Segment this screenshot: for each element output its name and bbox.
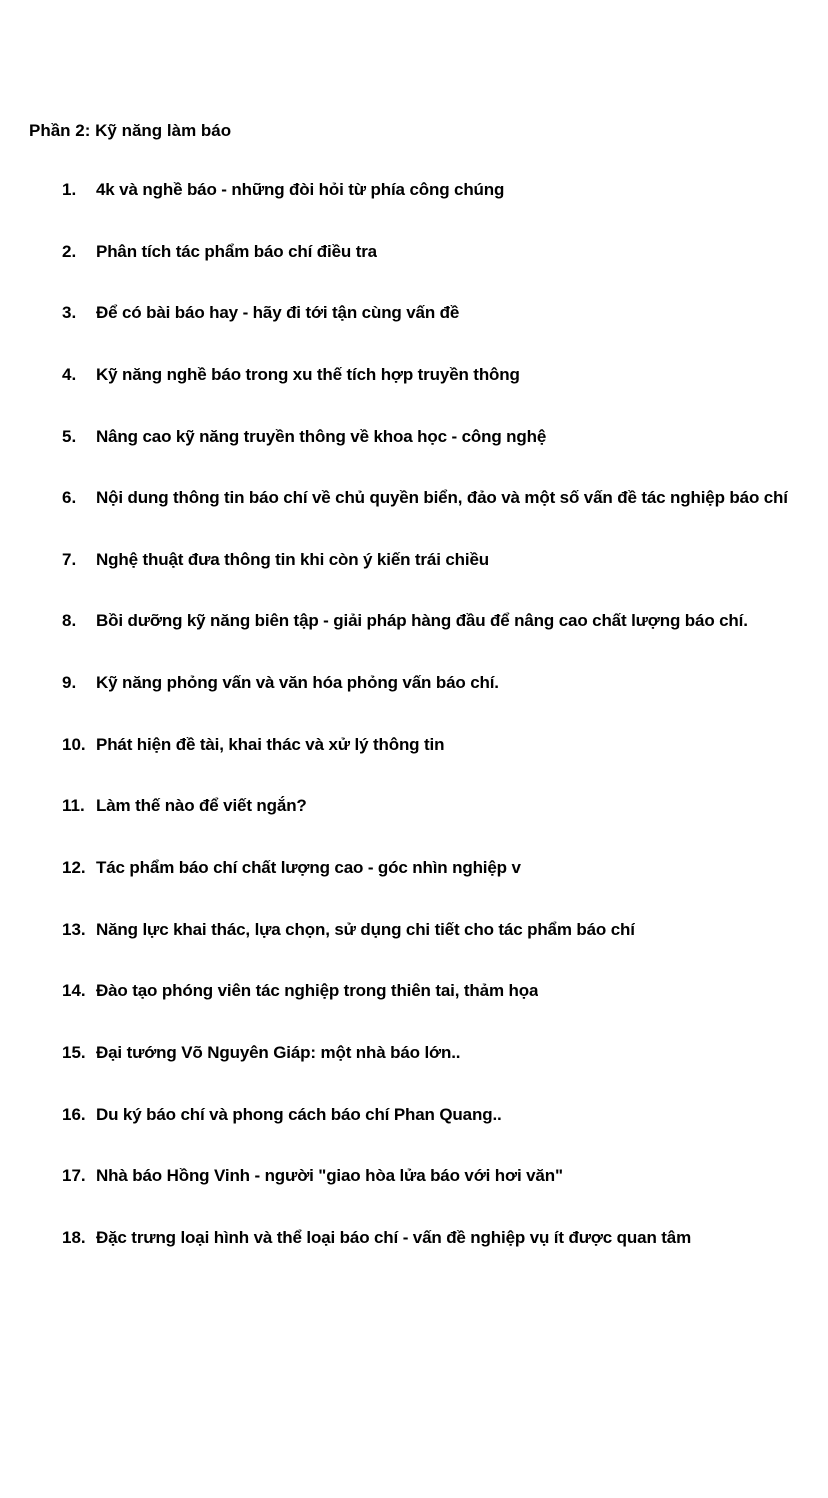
item-title: 4k và nghề báo - những đòi hỏi từ phía công chúng: [96, 180, 505, 199]
item-title: Đặc trưng loại hình và thể loại báo chí - vấn đề nghiệp vụ ít được quan tâm: [96, 1227, 692, 1247]
item-title: Làm thế nào để viết ngắn?: [96, 796, 307, 816]
item-title: Nghệ thuật đưa thông tin khi còn ý kiến trái chiều: [96, 549, 490, 569]
section-title: Phần 2: Kỹ năng làm báo: [29, 121, 232, 140]
item-title: Đào tạo phóng viên tác nghiệp trong thiên tai, thảm họa: [96, 981, 539, 1001]
item-number: 17.: [62, 1166, 86, 1186]
item-number: 7.: [62, 549, 77, 569]
item-title: Đại tướng Võ Nguyên Giáp: một nhà báo lớn..: [96, 1042, 461, 1062]
item-title: Nhà báo Hồng Vinh - người "giao hòa lửa báo với hơi văn": [96, 1166, 563, 1186]
item-number: 14.: [62, 981, 86, 1001]
item-title: Kỹ năng nghề báo trong xu thế tích hợp truyền thông: [96, 364, 520, 384]
item-title: Phân tích tác phẩm báo chí điều tra: [96, 241, 377, 261]
item-number: 1.: [62, 180, 77, 199]
item-title: Nâng cao kỹ năng truyền thông về khoa học - công nghệ: [96, 426, 547, 446]
item-number: 5.: [62, 426, 77, 446]
item-title: Năng lực khai thác, lựa chọn, sử dụng chi tiết cho tác phẩm báo chí: [96, 919, 635, 939]
item-title: Kỹ năng phỏng vấn và văn hóa phỏng vấn báo chí.: [96, 673, 499, 693]
item-number: 6.: [62, 488, 77, 508]
item-number: 3.: [62, 303, 77, 323]
item-title: Bồi dưỡng kỹ năng biên tập - giải pháp hàng đầu để nâng cao chất lượng báo chí.: [96, 611, 748, 631]
item-title: Để có bài báo hay - hãy đi tới tận cùng vấn đề: [96, 303, 460, 323]
item-number: 4.: [62, 364, 77, 384]
item-title: Tác phẩm báo chí chất lượng cao - góc nhìn nghiệp v: [96, 858, 521, 878]
item-number: 11.: [62, 796, 85, 816]
item-title: Nội dung thông tin báo chí về chủ quyền biển, đảo và một số vấn đề tác nghiệp báo chí: [96, 488, 788, 508]
item-number: 10.: [62, 734, 86, 754]
item-number: 15.: [62, 1042, 86, 1062]
item-title: Du ký báo chí và phong cách báo chí Phan Quang..: [96, 1104, 502, 1124]
item-title: Phát hiện đề tài, khai thác và xử lý thông tin: [96, 734, 445, 754]
item-number: 12.: [62, 858, 86, 878]
item-number: 9.: [62, 673, 77, 693]
item-number: 16.: [62, 1104, 86, 1124]
item-number: 18.: [62, 1227, 86, 1247]
item-number: 2.: [62, 241, 77, 261]
item-number: 13.: [62, 919, 86, 939]
item-number: 8.: [62, 611, 77, 631]
